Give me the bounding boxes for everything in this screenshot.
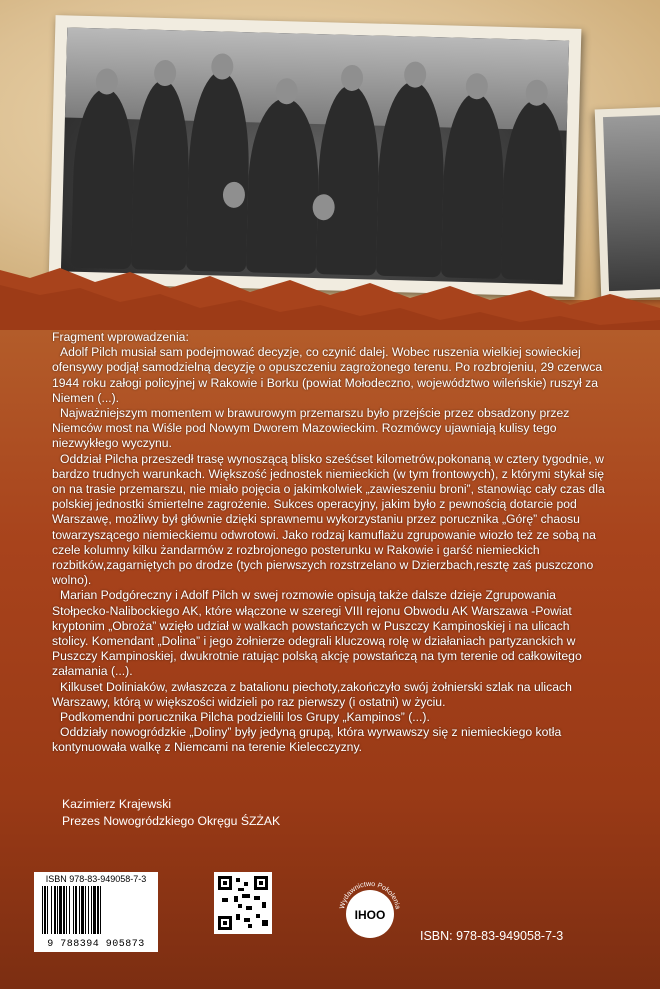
- isbn-text: ISBN: 978-83-949058-7-3: [420, 929, 564, 943]
- signature-title: Prezes Nowogródzkiego Okręgu ŚZŻAK: [62, 814, 281, 828]
- barcode-bar: [101, 886, 103, 934]
- signature-name: Kazimierz Krajewski: [62, 797, 172, 811]
- publisher-arc-text: Wydawnictwo Pokolenia: [339, 880, 401, 910]
- paragraph: Marian Podgóreczny i Adolf Pilch w swej rozmowie opisują także dalsze dzieje Zgrupowania Stołpecko-Nalibockiego AK, które włączone w szeregi VIII rejonu Obwodu AK Warszawa -Powiat kryptonim „Obroża” wzięło udział w walkach powstańczych w Puszczy Kampinoskiej i na ulicach stolicy. Komendant „Dolina” i jego żołnierze odegrali kluczową rolę w działaniach partyzanckich w Puszczy Kampinoskiej, dwukrotnie ratując polską akcję powstańczą na tym terenie od całkowitego załamania (...).: [52, 588, 582, 679]
- publisher-logo: [330, 872, 410, 948]
- paragraph: Oddział Pilcha przeszedł trasę wynoszącą blisko sześćset kilometrów,pokonaną w cztery tygodnie, w bardzo trudnych warunkach. Większość jednostek niemieckich (w tym frontowych), z którymi stykał się on na trasie przemarszu, nie miało pojęcia o jakimkolwiek „zawieszeniu broni”, stanowiąc cały czas dla polskiej jednostki śmiertelne zagrożenie. Sukces operacyjny, jakim było z pewnością dotarcie pod Warszawę, możliwy był głównie dzięki sprawnemu wykorzystaniu przez porucznika „Górę” chaosu towarzyszącego niemieckiemu odwrotowi. Jako rodzaj kamuflażu zgrupowanie wiozło też ze sobą na czele kolumny kilku żandarmów z rozbrojonego posterunku w Rakowie i garść niemieckich rozbitków,zagarniętych po drodze (tych pierwszych rozstrzelano w Dzierzbach,resztę zaś puszczono wolno).: [52, 451, 605, 588]
- paragraph: Podkomendni porucznika Pilcha podzielili los Grupy „Kampinos” (...).: [60, 710, 430, 725]
- paragraph: Kilkuset Doliniaków, zwłaszcza z batalionu piechoty,zakończyło swój żołnierski szlak na ulicach Warszawy, którą w większości widzieli po raz pierwszy (i ostatni) w życiu.: [52, 679, 572, 709]
- signature-block: [62, 796, 280, 830]
- introduction-text: [52, 330, 608, 756]
- intro-label: Fragment wprowadzenia:: [52, 330, 189, 344]
- paragraph: Oddziały nowogródzkie „Doliny” były jedyną grupą, która wyrwawszy się z niemieckiego kotła kontynuowała walkę z Niemcami na terenie Kielecczyzny.: [52, 725, 562, 755]
- barcode-isbn-label: ISBN 978-83-949058-7-3: [45, 874, 147, 884]
- qr-icon: [218, 876, 268, 930]
- qr-code: [214, 872, 272, 934]
- paragraph: Najważniejszym momentem w brawurowym przemarszu było przejście przez obsadzony przez Niemców most na Wiśle pod Nowym Dworem Mazowieckim. Rozmówcy ujawniają kulisy tego niezwykłego wyczynu.: [52, 406, 570, 451]
- publisher-logo-text: IHOO: [354, 908, 386, 922]
- torn-paper-edge: [0, 250, 660, 330]
- paragraph: Adolf Pilch musiał sam podejmować decyzje, co czynić dalej. Wobec ruszenia wielkiej sowieckiej ofensywy podjął samodzielną decyzję o opuszczeniu zagrożonego terenu. Po rozbrojeniu, 29 czerwca 1944 roku załogi policyjnej w Rakowie i Borku (powiat Mołodeczno, województwo wileńskie) ruszył za Niemen (...).: [52, 345, 603, 405]
- barcode-bars: [42, 886, 152, 934]
- isbn-barcode: [34, 872, 158, 952]
- photo-image: [61, 27, 569, 284]
- barcode-digits: 9 788394 905873: [47, 939, 145, 950]
